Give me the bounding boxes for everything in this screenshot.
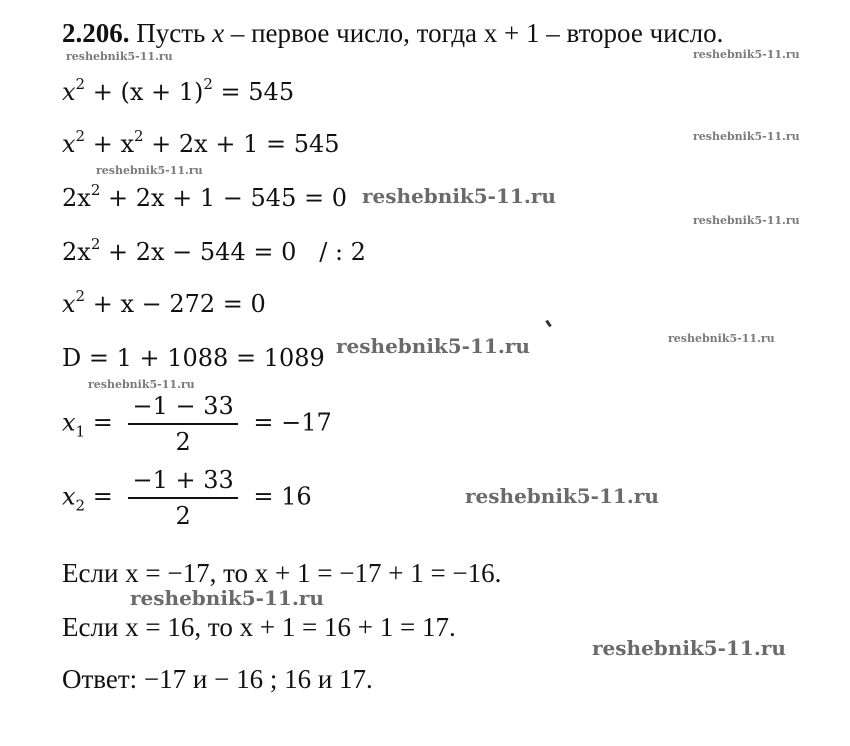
var-x: x <box>62 130 76 158</box>
fraction-denominator: 2 <box>175 428 191 456</box>
watermark: reshebnik5-11.ru <box>362 184 556 208</box>
watermark: reshebnik5-11.ru <box>336 334 530 358</box>
watermark: reshebnik5-11.ru <box>88 378 195 391</box>
equation-2 <box>62 127 340 158</box>
watermark: reshebnik5-11.ru <box>592 636 786 660</box>
exponent: 2 <box>90 181 101 199</box>
problem-number: 2.206. <box>62 18 130 48</box>
equation-2-part: + x <box>85 130 134 158</box>
var-x: x <box>62 482 76 511</box>
root-x1 <box>62 392 332 456</box>
stray-mark <box>545 320 551 327</box>
discriminant: D = 1 + 1088 = 1089 <box>62 344 325 372</box>
watermark: reshebnik5-11.ru <box>693 48 800 61</box>
exponent: 2 <box>90 235 101 253</box>
fraction-x2 <box>128 466 237 530</box>
subscript: 2 <box>75 496 86 515</box>
fraction-x1 <box>128 392 237 456</box>
equation-1-end: = 545 <box>212 78 295 106</box>
answer: Ответ: −17 и − 16 ; 16 и 17. <box>62 664 373 694</box>
equation-3-end: + 2x + 1 − 545 = 0 <box>100 184 347 212</box>
equation-2-end: + 2x + 1 = 545 <box>143 130 340 158</box>
case-1: Если x = −17, то x + 1 = −17 + 1 = −16. <box>62 558 502 588</box>
root-x1-value: = −17 <box>253 408 332 437</box>
watermark: reshebnik5-11.ru <box>130 586 324 610</box>
equals-sign: = <box>92 408 113 437</box>
var-x: x <box>62 78 76 106</box>
fraction-denominator: 2 <box>175 502 191 530</box>
equation-5 <box>62 287 266 318</box>
exponent: 2 <box>134 127 144 145</box>
equation-4-end: + 2x − 544 = 0 / : 2 <box>100 238 366 266</box>
fraction-numerator: −1 − 33 <box>128 392 237 425</box>
intro-text-c: x + 1 – второе число. <box>483 18 724 48</box>
exponent: 2 <box>203 75 213 93</box>
equation-4-lead: 2x <box>62 238 91 266</box>
equals-sign: = <box>92 482 113 511</box>
equation-1 <box>62 75 295 106</box>
equation-3-lead: 2x <box>62 184 91 212</box>
equation-5-end: + x − 272 = 0 <box>85 290 266 318</box>
watermark: reshebnik5-11.ru <box>668 332 775 345</box>
var-x: x <box>62 290 76 318</box>
intro-text-b: – первое число, тогда <box>230 18 478 48</box>
fraction-numerator: −1 + 33 <box>128 466 237 499</box>
equation-4 <box>62 235 366 266</box>
var-x: x <box>62 408 76 437</box>
intro-text-a: Пусть <box>136 18 206 48</box>
exponent: 2 <box>75 127 86 145</box>
exponent: 2 <box>75 287 86 305</box>
watermark: reshebnik5-11.ru <box>96 164 203 177</box>
watermark: reshebnik5-11.ru <box>693 214 800 227</box>
root-x2 <box>62 466 312 530</box>
equation-3 <box>62 181 347 212</box>
discriminant-line <box>62 344 325 372</box>
watermark: reshebnik5-11.ru <box>66 50 173 63</box>
watermark: reshebnik5-11.ru <box>693 130 800 143</box>
root-x2-value: = 16 <box>253 482 312 511</box>
subscript: 1 <box>75 422 86 441</box>
equation-1-part: + (x + 1) <box>85 78 204 106</box>
problem-statement <box>62 18 723 49</box>
exponent: 2 <box>75 75 86 93</box>
case-2: Если x = 16, то x + 1 = 16 + 1 = 17. <box>62 612 456 642</box>
intro-variable: x <box>212 18 225 48</box>
watermark: reshebnik5-11.ru <box>465 484 659 508</box>
